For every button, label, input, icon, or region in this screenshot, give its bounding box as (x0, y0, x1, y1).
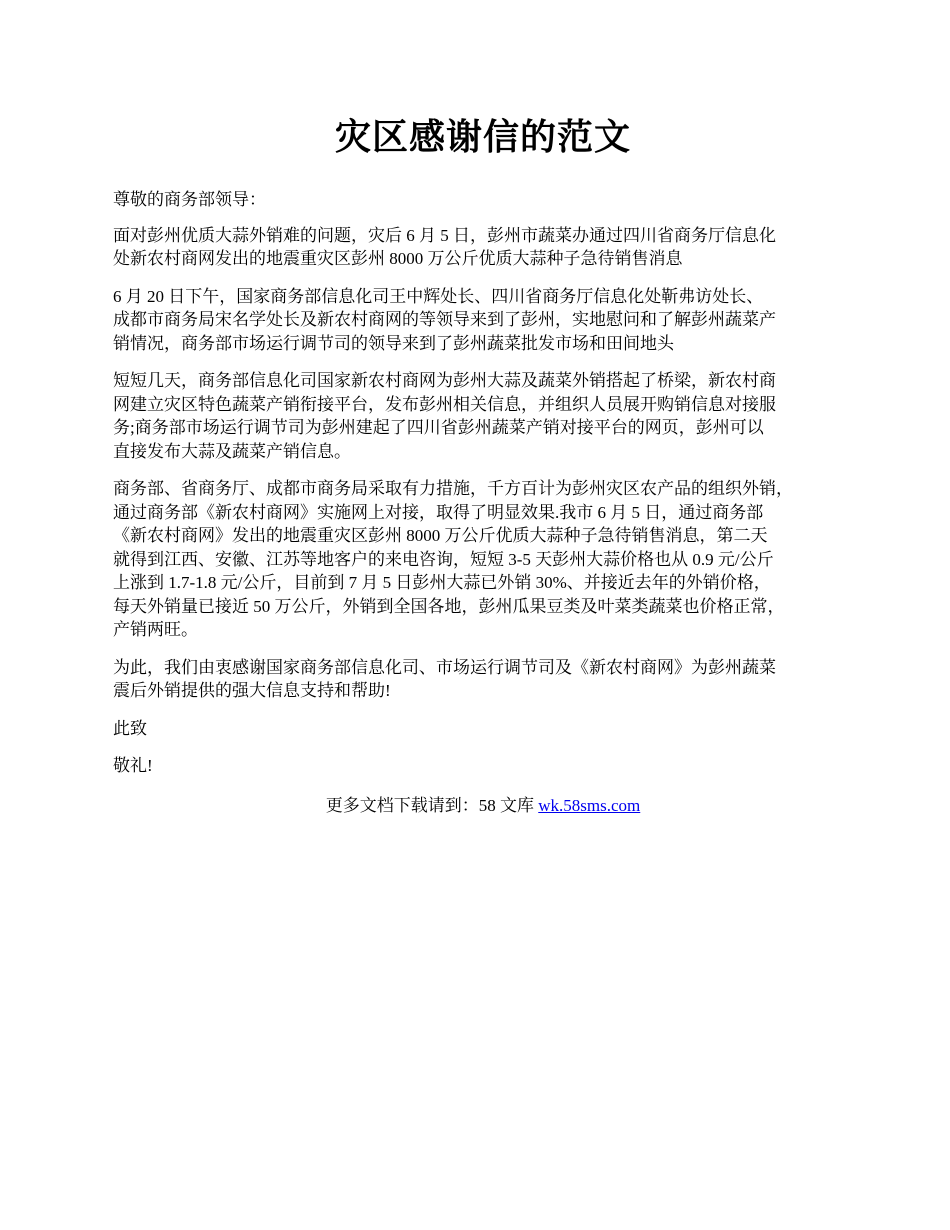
paragraph-line: 商务部、省商务厅、成都市商务局采取有力措施，千方百计为彭州灾区农产品的组织外销， (113, 479, 793, 498)
paragraph-line: 处新农村商网发出的地震重灾区彭州 8000 万公斤优质大蒜种子急待销售消息 (113, 249, 683, 268)
document-title: 灾区感谢信的范文 (334, 117, 631, 157)
paragraph-line: 6 月 20 日下午，国家商务部信息化司王中辉处长、四川省商务厅信息化处靳弗访处长、 (113, 286, 764, 306)
document-page (113, 108, 853, 817)
salutation: 尊敬的商务部领导： (113, 190, 266, 209)
footer-text: 更多文档下载请到：58 文库 (325, 795, 539, 815)
paragraph-line: 网建立灾区特色蔬菜产销衔接平台，发布彭州相关信息，并组织人员展开购销信息对接服 (113, 394, 776, 414)
paragraph-line: 成都市商务局宋名学处长及新农村商网的等领导来到了彭州，实地慰问和了解彭州蔬菜产 (113, 310, 776, 329)
paragraph-5 (113, 656, 853, 703)
paragraph-line: 短短几天，商务部信息化司国家新农村商网为彭州大蒜及蔬菜外销搭起了桥梁，新农村商 (113, 371, 776, 390)
closing-line-2: 敬礼! (113, 756, 153, 775)
paragraph-line: 面对彭州优质大蒜外销难的问题，灾后 6 月 5 日，彭州市蔬菜办通过四川省商务厅信息化 (113, 225, 776, 245)
paragraph-line: 就得到江西、安徽、江苏等地客户的来电咨询，短短 3-5 天彭州大蒜价格也从 0.9 元/公斤 (113, 549, 774, 569)
paragraph-line: 产销两旺。 (113, 620, 198, 639)
paragraph-line: 上涨到 1.7-1.8 元/公斤，目前到 7 月 5 日彭州大蒜已外销 30%、并接近去年的外销价格， (113, 573, 771, 592)
closing-line-1: 此致 (113, 718, 147, 738)
paragraph-line: 每天外销量已接近 50 万公斤，外销到全国各地，彭州瓜果豆类及叶菜类蔬菜也价格正常， (113, 596, 785, 616)
paragraph-3 (113, 369, 853, 463)
paragraph-2 (113, 285, 853, 356)
paragraph-line: 务;商务部市场运行调节司为彭州建起了四川省彭州蔬菜产销对接平台的网页，彭州可以 (113, 418, 764, 437)
paragraph-line: 《新农村商网》发出的地震重灾区彭州 8000 万公斤优质大蒜种子急待销售消息，第二天 (113, 526, 768, 545)
paragraph-line: 销情况，商务部市场运行调节司的领导来到了彭州蔬菜批发市场和田间地头 (113, 333, 674, 353)
footer-link[interactable]: wk.58sms.com (538, 795, 641, 815)
download-footer (113, 794, 853, 817)
paragraph-line: 为此，我们由衷感谢国家商务部信息化司、市场运行调节司及《新农村商网》为彭州蔬菜 (113, 657, 776, 677)
paragraph-4 (113, 477, 853, 642)
paragraph-1 (113, 224, 853, 271)
paragraph-line: 震后外销提供的强大信息支持和帮助! (113, 681, 391, 700)
paragraph-line: 通过商务部《新农村商网》实施网上对接，取得了明显效果.我市 6 月 5 日，通过商务部 (113, 502, 764, 522)
paragraph-line: 直接发布大蒜及蔬菜产销信息。 (113, 441, 351, 461)
